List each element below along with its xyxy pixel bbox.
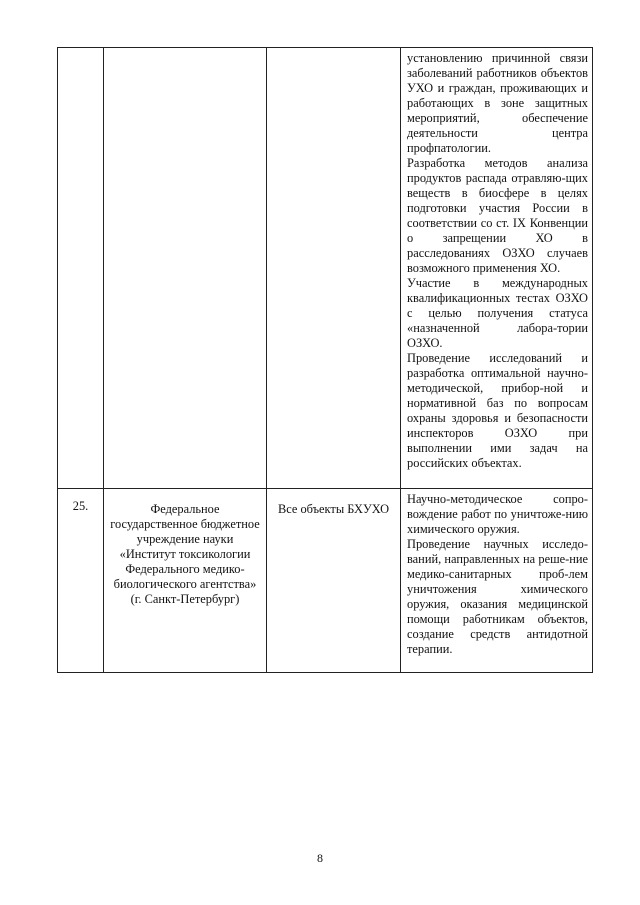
organization-cell — [104, 48, 267, 489]
row-number-cell — [58, 48, 104, 489]
task-paragraph: Научно-методическое сопро-вождение работ по уничтоже-нию химического оружия. — [407, 492, 588, 536]
document-table — [57, 47, 593, 673]
task-paragraph: Проведение научных исследо-ваний, направленных на реше-ние медико-санитарных проб-лем уничтожения химического оружия, оказания медицинской помощи работникам объектов, создание средств антидотной терапии. — [407, 537, 588, 656]
objects-cell — [267, 48, 401, 489]
tasks-cell — [401, 48, 593, 489]
organization-cell: Федеральное государственное бюджетное учреждение науки «Институт токсикологии Федерального медико-биологического агентства» (г. Санкт-Петербург) — [104, 489, 267, 673]
page-number: 8 — [317, 851, 323, 865]
task-paragraph: Разработка методов анализа продуктов распада отравляю-щих веществ в биосфере в целях подготовки участия России в соответствии со ст. IX Конвенции о запрещении ХО в расследованиях ОЗХО случаев возможного применения ХО. — [407, 156, 588, 275]
table-row — [58, 48, 593, 489]
objects-cell: Все объекты БХУХО — [267, 489, 401, 673]
task-paragraph: Проведение исследований и разработка оптимальной научно-методической, прибор-ной и нормативной баз по вопросам охраны здоровья и безопасности инспекторов ОЗХО при выполнении ими задач на российских объектах. — [407, 351, 588, 470]
task-paragraph: Участие в международных квалификационных тестах ОЗХО с целью получения статуса «назначенной лабора-тории ОЗХО. — [407, 276, 588, 350]
row-number-cell: 25. — [58, 489, 104, 673]
tasks-cell — [401, 489, 593, 673]
table-row — [58, 489, 593, 673]
task-paragraph: установлению причинной связи заболеваний работников объектов УХО и граждан, проживающих и работающих в зоне защитных мероприятий, обеспечение деятельности центра профпатологии. — [407, 51, 588, 155]
